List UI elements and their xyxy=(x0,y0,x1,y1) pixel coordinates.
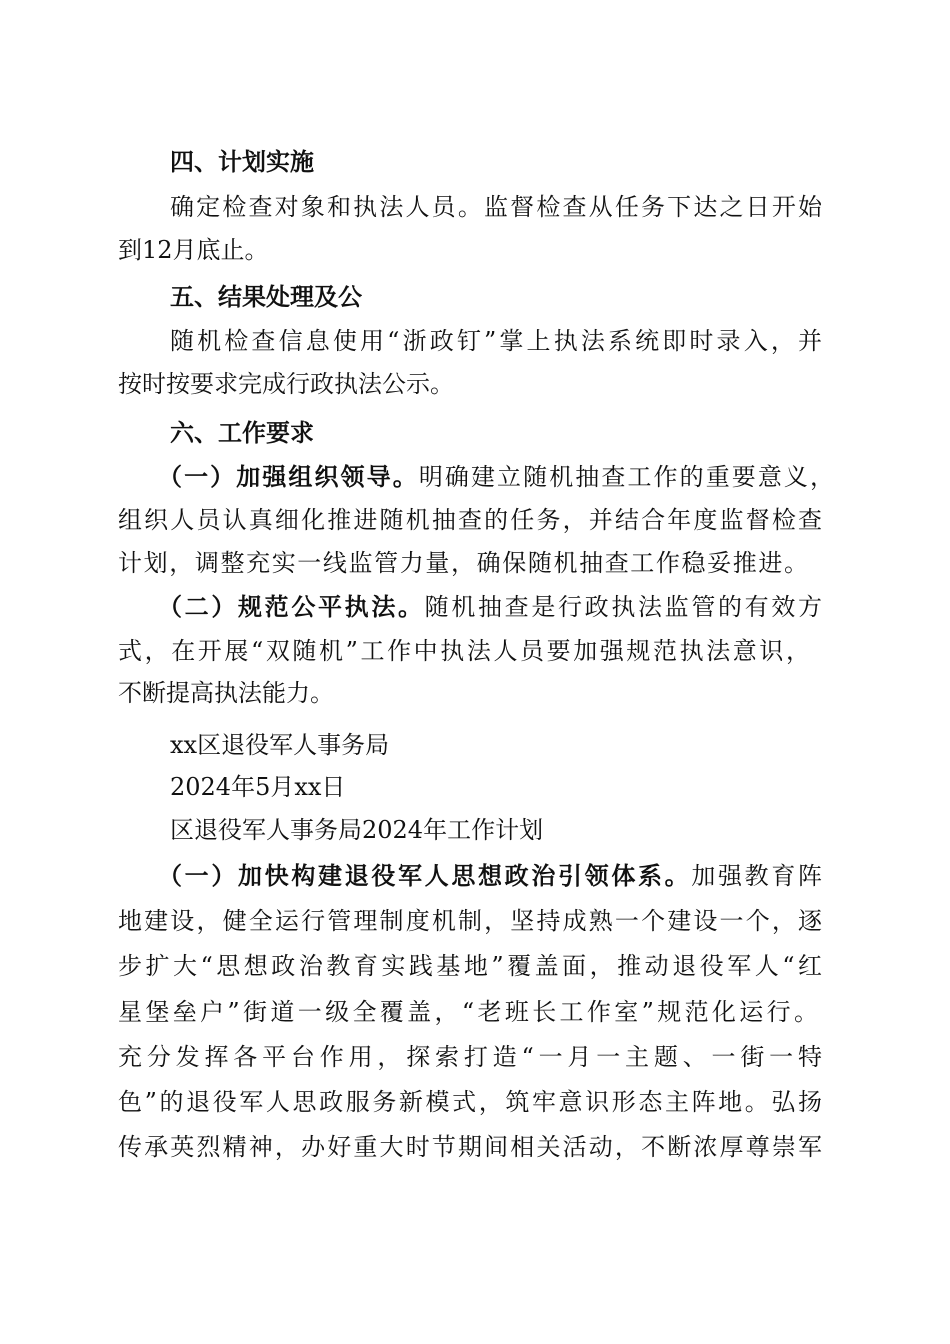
paragraph-line xyxy=(158,592,822,622)
paragraph-line: 按时按要求完成行政执法公示。 xyxy=(118,370,454,398)
section-heading: 六、工作要求 xyxy=(170,418,314,447)
paragraph-line: 确定检查对象和执法人员。监督检查从任务下达之日开始 xyxy=(170,193,822,221)
section-heading: 四、计划实施 xyxy=(170,147,314,176)
paragraph-line: 计划，调整充实一线监管力量，确保随机抽查工作稳妥推进。 xyxy=(118,549,808,577)
paragraph-lead: （一）加强组织领导。 xyxy=(158,462,419,491)
paragraph-line: 步扩大“思想政治教育实践基地”覆盖面，推动退役军人“红 xyxy=(118,952,822,980)
paragraph-line xyxy=(158,462,834,492)
paragraph-line: 不断提高执法能力。 xyxy=(118,679,334,707)
paragraph-line: 充分发挥各平台作用，探索打造“一月一主题、一街一特 xyxy=(118,1043,822,1071)
paragraph-line: 星堡垒户”街道一级全覆盖，“老班长工作室”规范化运行。 xyxy=(118,998,818,1026)
paragraph-text: 随机抽查是行政执法监管的有效方 xyxy=(424,593,822,621)
paragraph-lead: （二）规范公平执法。 xyxy=(158,592,425,621)
paragraph-lead: （一）加快构建退役军人思想政治引领体系。 xyxy=(158,861,692,890)
paragraph-line: 传承英烈精神，办好重大时节期间相关活动，不断浓厚尊崇军 xyxy=(118,1133,822,1161)
plan-title: 区退役军人事务局2024年工作计划 xyxy=(170,816,544,844)
paragraph-line: 到12月底止。 xyxy=(118,236,269,264)
paragraph-line: 组织人员认真细化推进随机抽查的任务，并结合年度监督检查 xyxy=(118,506,822,534)
paragraph-line: 随机检查信息使用“浙政钉”掌上执法系统即时录入，并 xyxy=(170,327,822,355)
paragraph-line: 地建设，健全运行管理制度机制，坚持成熟一个建设一个，逐 xyxy=(118,907,822,935)
section-heading: 五、结果处理及公 xyxy=(170,282,362,311)
paragraph-line xyxy=(158,861,822,891)
paragraph-text: 加强教育阵 xyxy=(691,862,822,890)
paragraph-text: 明确建立随机抽查工作的重要意义， xyxy=(418,463,834,491)
paragraph-line: 式，在开展“双随机”工作中执法人员要加强规范执法意识， xyxy=(118,637,810,665)
signature-org: xx区退役军人事务局 xyxy=(170,731,390,759)
paragraph-line: 色”的退役军人思政服务新模式，筑牢意识形态主阵地。弘扬 xyxy=(118,1088,822,1116)
signature-date: 2024年5月xx日 xyxy=(170,773,346,801)
